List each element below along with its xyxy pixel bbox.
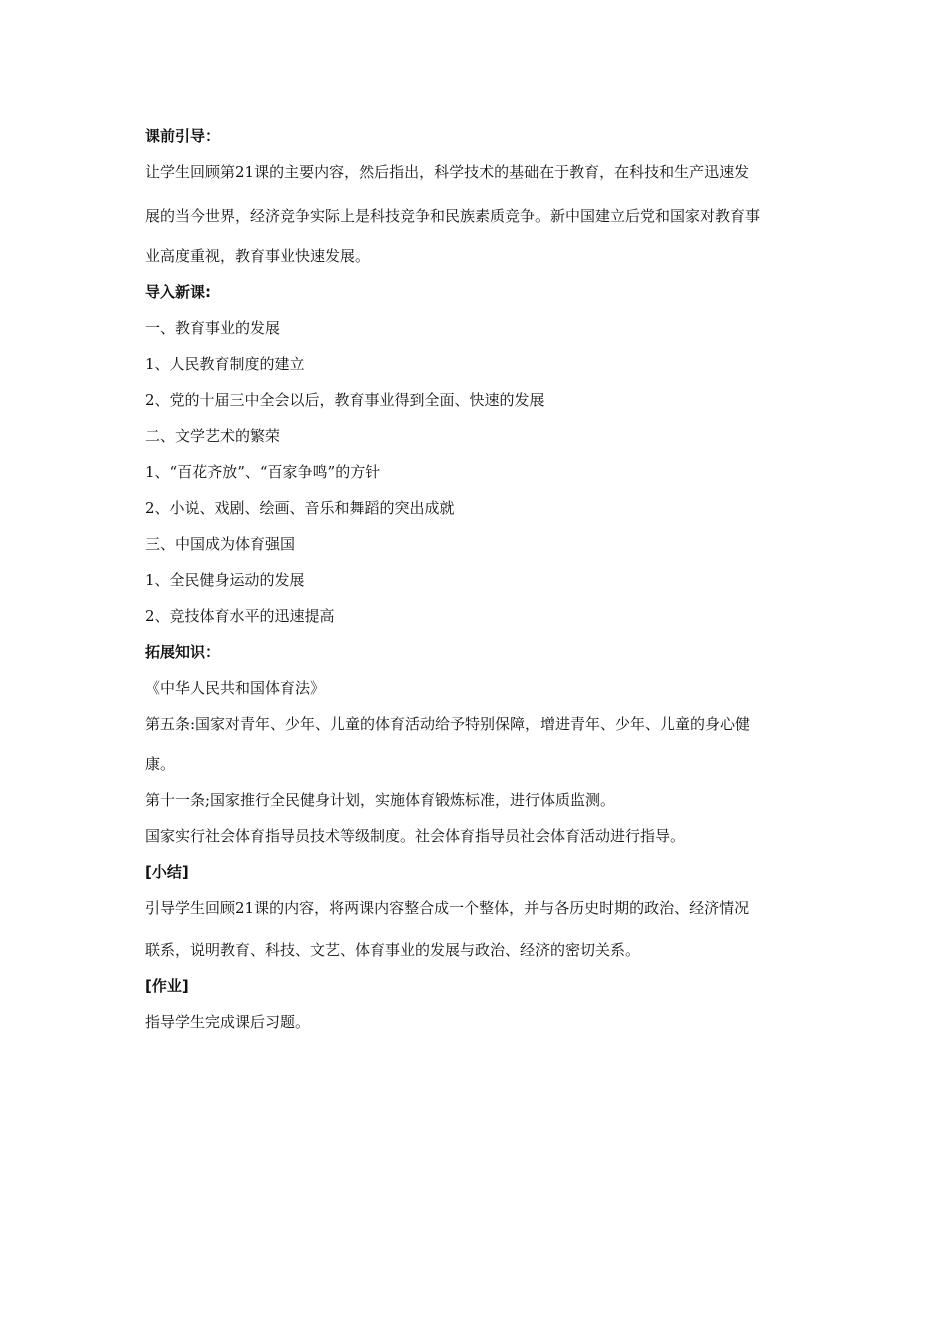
- newlesson-item: 一、教育事业的发展: [145, 319, 281, 337]
- newlesson-item: 2、党的十届三中全会以后，教育事业得到全面、快速的发展: [145, 391, 545, 409]
- extension-line: 第五条:国家对青年、少年、儿童的体育活动给予特别保障，增进青年、少年、儿童的身心健: [145, 715, 751, 733]
- newlesson-item: 1、人民教育制度的建立: [145, 355, 305, 373]
- newlesson-heading: 导入新课:: [145, 283, 211, 301]
- preclass-heading: 课前引导：: [145, 127, 221, 145]
- extension-heading: 拓展知识：: [145, 643, 221, 661]
- newlesson-item: 2、小说、戏剧、绘画、音乐和舞蹈的突出成就: [145, 499, 455, 517]
- summary-line: 引导学生回顾21课的内容，将两课内容整合成一个整体，并与各历史时期的政治、经济情况: [145, 899, 750, 917]
- homework-line: 指导学生完成课后习题。: [145, 1013, 311, 1031]
- extension-line: 国家实行社会体育指导员技术等级制度。社会体育指导员社会体育活动进行指导。: [145, 827, 686, 845]
- newlesson-item: 二、文学艺术的繁荣: [145, 427, 281, 445]
- summary-heading: [小结]: [145, 863, 189, 881]
- extension-line: 第十一条;国家推行全民健身计划，实施体育锻炼标准，进行体质监测。: [145, 791, 616, 809]
- preclass-line-1: 让学生回顾第21课的主要内容，然后指出，科学技术的基础在于教育，在科技和生产迅速发: [145, 163, 750, 181]
- newlesson-item: 1、“百花齐放”、“百家争鸣”的方针: [145, 463, 381, 481]
- preclass-line-3: 业高度重视，教育事业快速发展。: [145, 247, 371, 265]
- homework-heading: [作业]: [145, 977, 189, 995]
- extension-line: 《中华人民共和国体育法》: [145, 679, 326, 697]
- extension-line: 康。: [145, 755, 176, 773]
- summary-line: 联系，说明教育、科技、文艺、体育事业的发展与政治、经济的密切关系。: [145, 941, 641, 959]
- newlesson-item: 三、中国成为体育强国: [145, 535, 296, 553]
- newlesson-item: 1、全民健身运动的发展: [145, 571, 305, 589]
- newlesson-item: 2、竞技体育水平的迅速提高: [145, 607, 335, 625]
- preclass-line-2: 展的当今世界，经济竞争实际上是科技竞争和民族素质竞争。新中国建立后党和国家对教育事: [145, 207, 761, 225]
